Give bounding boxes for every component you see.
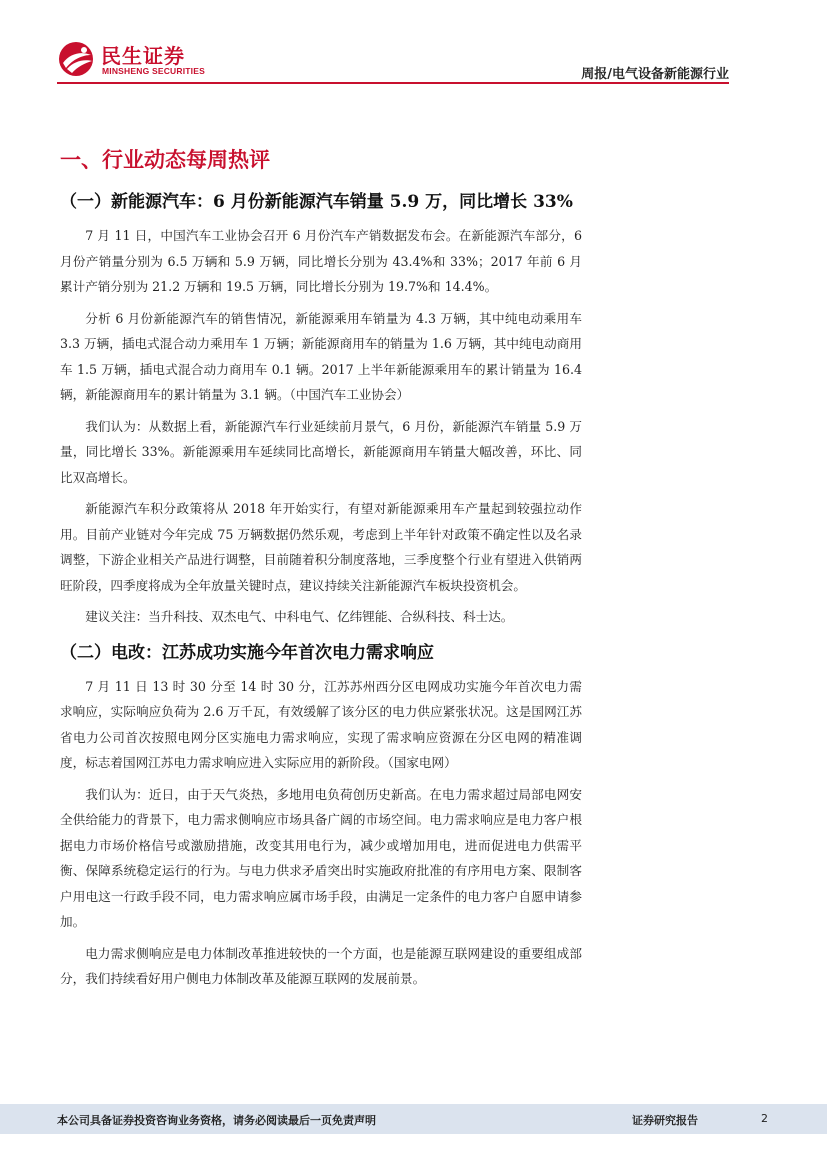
footer-disclaimer: 本公司具备证券投资咨询业务资格，请务必阅读最后一页免责声明 <box>57 1114 376 1127</box>
logo-english-name: MINSHENG SECURITIES <box>102 66 205 76</box>
subsection-title-power-reform: （二）电改：江苏成功实施今年首次电力需求响应 <box>60 642 434 663</box>
page-header <box>0 0 827 90</box>
paragraph: 我们认为：近日，由于天气炎热，多地用电负荷创历史新高。在电力需求超过局部电网安全供给能力的背景下，电力需求侧响应市场具备广阔的市场空间。电力需求响应是电力客户根据电力市场价格信号或激励措施，改变其用电行为，减少或增加用电，进而促进电力供需平衡、保障系统稳定运行的行为。与电力供求矛盾突出时实施政府批准的有序用电方案、限制客户用电这一行政手段不同，电力需求响应属市场手段，由满足一定条件的电力客户自愿申请参加。 <box>60 786 582 929</box>
paragraph: 分析 6 月份新能源汽车的销售情况，新能源乘用车销量为 4.3 万辆，其中纯电动乘用车 3.3 万辆，插电式混合动力乘用车 1 万辆；新能源商用车的销量为 1.6 万辆，其中纯电动商用车 1.5 万辆，插电式混合动力商用车 0.1 辆。2017 上半年新能源乘用车的累计销量为 16.4 辆，新能源商用车的累计销量为 3.1 辆。（中国汽车工业协会） <box>60 310 582 402</box>
paragraph: 7 月 11 日 13 时 30 分至 14 时 30 分，江苏苏州西分区电网成功实施今年首次电力需求响应，实际响应负荷为 2.6 万千瓦，有效缓解了该分区的电力供应紧张状况。这是国网江苏省电力公司首次按照电网分区实施电力需求响应，实现了需求响应资源在分区电网的精准调度，标志着国网江苏电力需求响应进入实际应用的新阶段。（国家电网） <box>60 678 582 770</box>
paragraph: 7 月 11 日，中国汽车工业协会召开 6 月份汽车产销数据发布会。在新能源汽车部分，6 月份产销量分别为 6.5 万辆和 5.9 万辆，同比增长分别为 43.4%和 33%；2017 年前 6 月累计产销分别为 21.2 万辆和 19.5 万辆，同比增长分别为 19.7%和 14.4%。 <box>60 228 582 294</box>
footer-report-type: 证券研究报告 <box>632 1114 698 1127</box>
report-category: 周报/电气设备新能源行业 <box>581 67 729 82</box>
section-title: 一、行业动态每周热评 <box>60 148 270 172</box>
minsheng-logo-icon <box>57 40 97 78</box>
paragraph: 我们认为：从数据上看，新能源汽车行业延续前月景气，6 月份，新能源汽车销量 5.9 万量，同比增长 33%。新能源乘用车延续同比高增长，新能源商用车销量大幅改善，环比、同比双高增长。 <box>60 418 582 485</box>
logo-chinese-name: 民生证券 <box>101 44 185 68</box>
paragraph: 新能源汽车积分政策将从 2018 年开始实行，有望对新能源乘用车产量起到较强拉动作用。目前产业链对今年完成 75 万辆数据仍然乐观，考虑到上半年针对政策不确定性以及名录调整，下游企业相关产品进行调整，目前随着积分制度落地，三季度整个行业有望进入供销两旺阶段，四季度将成为全年放量关键时点，建议持续关注新能源汽车板块投资机会。 <box>60 501 582 593</box>
page-footer <box>0 1104 827 1134</box>
page-number: 2 <box>761 1112 768 1125</box>
paragraph: 建议关注：当升科技、双杰电气、中科电气、亿纬锂能、合纵科技、科士达。 <box>85 609 514 624</box>
subsection-title-ev: （一）新能源汽车：6 月份新能源汽车销量 5.9 万，同比增长 33% <box>60 192 573 212</box>
report-body <box>60 145 582 992</box>
header-divider <box>57 82 729 84</box>
paragraph: 电力需求侧响应是电力体制改革推进较快的一个方面，也是能源互联网建设的重要组成部分，我们持续看好用户侧电力体制改革及能源互联网的发展前景。 <box>60 945 582 986</box>
minsheng-logo <box>57 40 237 80</box>
